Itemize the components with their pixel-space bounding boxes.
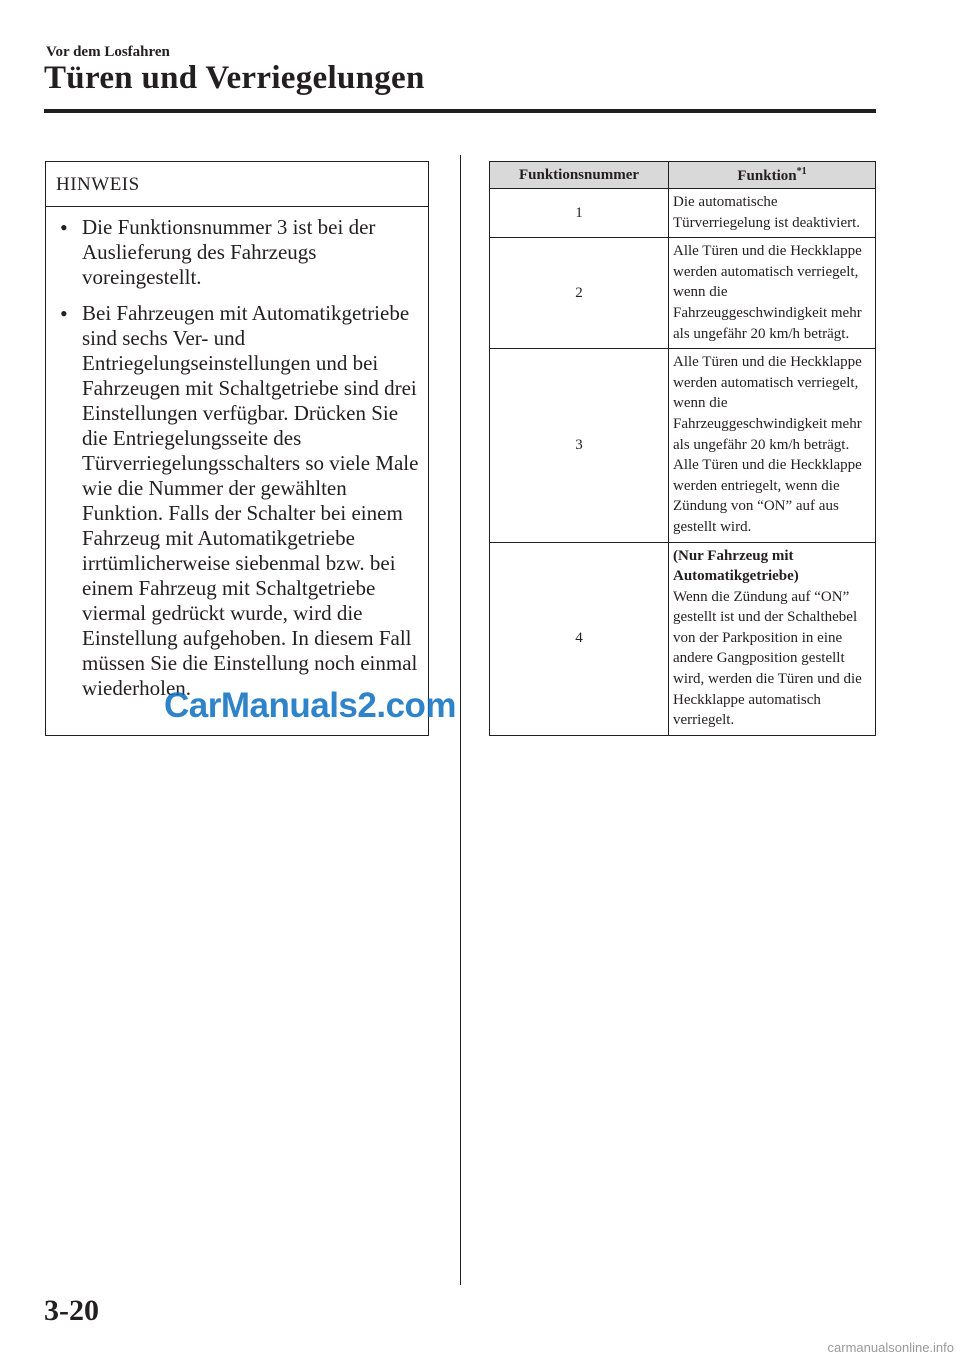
function-table [489,161,876,736]
title-rule [44,109,876,113]
note-box [45,161,429,736]
function-description: Alle Türen und die Heckklappe werden automatisch verriegelt, wenn die Fahrzeuggeschwindigkeit mehr als ungefähr 20 km/h beträgt. Alle Türen und die Heckklappe werden entriegelt, wenn die Zündung von “ON” auf aus gestellt wird. [669,349,876,542]
column-header-function: Funktion$^{*1}$ [669,162,876,189]
function-number: 1 [490,189,669,238]
note-item: • Bei Fahrzeugen mit Automatikgetriebe sind sechs Ver- und Entriegelungseinstellungen und bei Fahrzeugen mit Schaltgetriebe sind drei Einstellungen verfügbar. Drücken Sie die Entriegelungsseite des Türverriegelungsschalters so viele Male wie die Nummer der gewählten Funktion. Falls der Schalter bei einem Fahrzeug mit Automatikgetriebe irrtümlicherweise siebenmal bzw. bei einem Fahrzeug mit Schaltgetriebe viermal gedrückt wurde, wird die Einstellung aufgehoben. In diesem Fall müssen Sie die Einstellung noch einmal wiederholen. [82,301,420,701]
function-description: (Nur Fahrzeug mit Automatikgetriebe) Wenn die Zündung auf “ON” gestellt ist und der Schalthebel von der Parkposition in eine andere Gangposition gestellt wird, werden die Türen und die Heckklappe automatisch verriegelt. [669,542,876,735]
column-header-number: Funktionsnummer [490,162,669,189]
note-heading: HINWEIS [46,162,428,207]
table-row [490,349,876,542]
page-number: 3-20 [44,1294,99,1327]
watermark-logo: CarManuals2.com [164,686,457,725]
table-row [490,238,876,349]
column-divider [460,155,461,1285]
table-header-row [490,162,876,189]
page-title: Türen und Verriegelungen [44,60,425,96]
note-list [46,207,428,701]
function-description: Die automatische Türverriegelung ist deaktiviert. [669,189,876,238]
function-condition: (Nur Fahrzeug mit Automatikgetriebe) [673,547,799,585]
function-description: Alle Türen und die Heckklappe werden automatisch verriegelt, wenn die Fahrzeuggeschwindigkeit mehr als ungefähr 20 km/h beträgt. [669,238,876,349]
function-number: 4 [490,542,669,735]
footnote-marker: *1 [796,165,807,177]
function-number: 3 [490,349,669,542]
note-item: • Die Funktionsnummer 3 ist bei der Auslieferung des Fahrzeugs voreingestellt. [82,215,420,290]
function-number: 2 [490,238,669,349]
table-row [490,542,876,735]
section-label: Vor dem Losfahren [46,44,170,60]
table-row [490,189,876,238]
footer-watermark: carmanualsonline.info [827,1340,954,1355]
